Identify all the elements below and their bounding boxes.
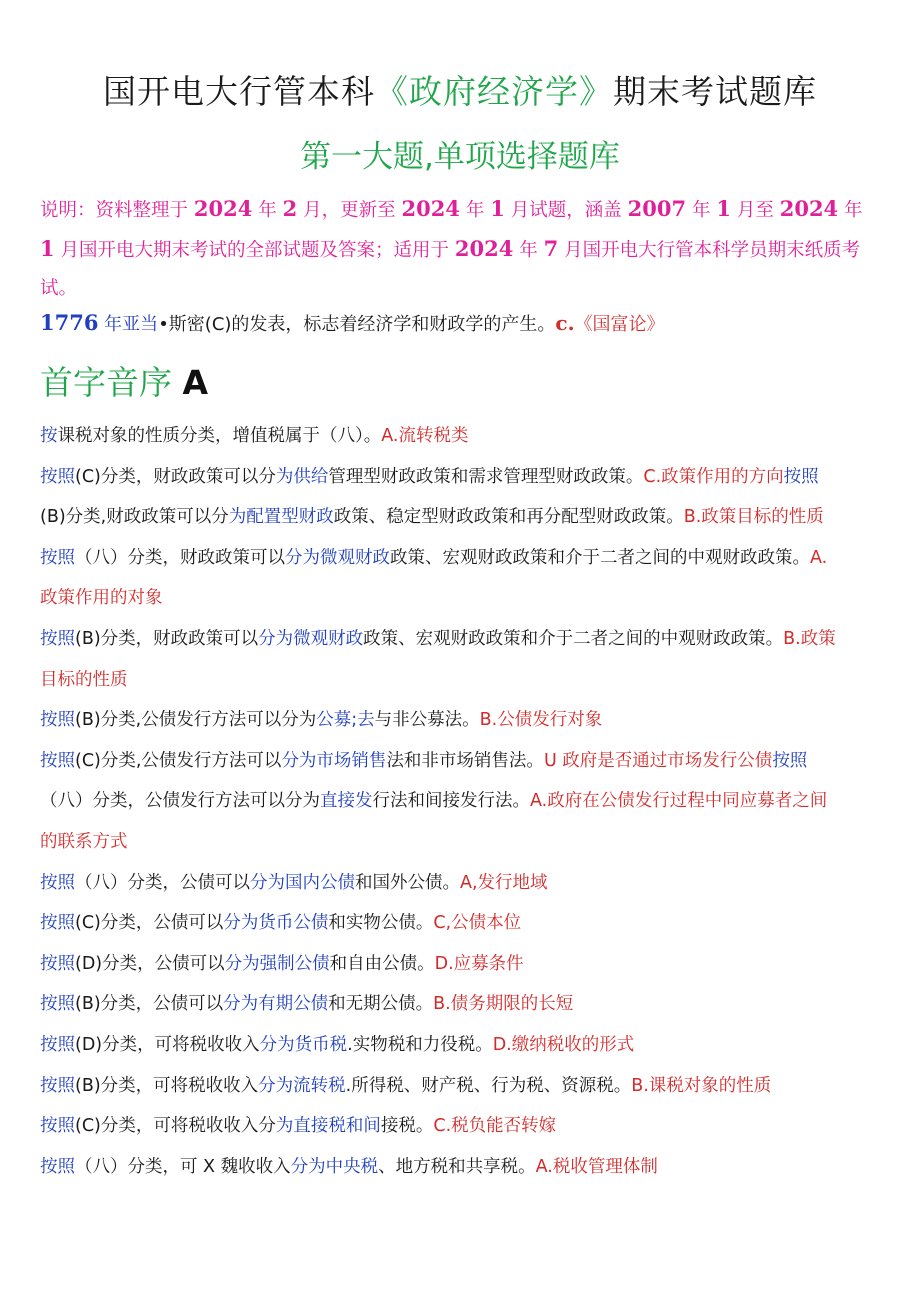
answer-text: D.缴纳税收的形式 — [492, 1034, 635, 1055]
title-part-1: 国开电大行管本科 — [103, 72, 375, 111]
keyword-text: 按照 — [40, 466, 75, 487]
keyword-text: 直接发 — [320, 791, 373, 812]
keyword-text: 分为中央税 — [290, 1156, 379, 1177]
intro-segment: c. — [555, 311, 575, 335]
answer-text: 的联系方式 — [40, 831, 128, 852]
question-line — [40, 1106, 882, 1147]
keyword-text: 分为货币公债 — [223, 913, 329, 934]
question-line — [40, 822, 882, 863]
note-number: 2024 — [779, 196, 839, 221]
note-number: 2007 — [627, 196, 687, 221]
page-title — [0, 70, 920, 114]
answer-text: B.公债发行对象 — [479, 710, 603, 731]
question-line — [40, 538, 882, 579]
question-text: (C)分类，财政政策可以分 — [75, 466, 276, 487]
note-text: 月试题，涵盖 — [504, 200, 628, 221]
question-text: (D)分类，公债可以 — [75, 953, 225, 974]
answer-text: B.政策目标的性质 — [683, 507, 824, 528]
answer-text: B.政策 — [783, 628, 836, 649]
answer-text: A. — [810, 547, 828, 568]
answer-text: C.政策作用的方向 — [643, 466, 784, 487]
question-text: (C)分类,公债发行方法可以 — [75, 750, 282, 771]
question-text: （八）分类，财政政策可以 — [75, 547, 285, 568]
note-text: 月国开电大期末考试的全部试题及答案；适用于 — [54, 240, 455, 261]
answer-text: B.债务期限的长短 — [433, 994, 574, 1015]
keyword-text: 按照 — [40, 872, 75, 893]
question-text: 和无期公债。 — [328, 994, 434, 1015]
note-text: 年 — [252, 200, 283, 221]
question-line — [40, 1147, 882, 1188]
keyword-text: 按照 — [40, 953, 75, 974]
description-note — [40, 190, 880, 308]
question-text: 法和非市场销售法。 — [386, 750, 544, 771]
question-text: 行法和间接发行法。 — [372, 791, 530, 812]
question-text: 接税。 — [380, 1116, 434, 1137]
keyword-text: 按照 — [783, 466, 819, 487]
question-line — [40, 578, 882, 619]
intro-segment: 1776 — [40, 310, 99, 335]
note-number: 2 — [282, 196, 298, 221]
answer-text: D.应募条件 — [434, 953, 524, 974]
question-text: (B)分类，财政政策可以 — [75, 628, 259, 649]
question-text: 管理型财政政策和需求管理型财政政策。 — [328, 466, 644, 487]
answer-text: B.课税对象的性质 — [631, 1075, 772, 1096]
question-text: 和实物公债。 — [328, 913, 434, 934]
note-text: 说明：资料整理于 — [40, 200, 194, 221]
answer-text: C.税负能否转嫁 — [433, 1116, 557, 1137]
note-text: 年 — [513, 240, 544, 261]
question-text: (B)分类，可将税收收入 — [75, 1075, 259, 1096]
index-heading-label: 首字音序 — [40, 363, 172, 402]
question-line — [40, 660, 882, 701]
keyword-text: 为直接税和间 — [275, 1116, 381, 1137]
keyword-text: 按照 — [40, 1034, 75, 1055]
question-line — [40, 863, 882, 904]
question-line — [40, 497, 882, 538]
question-text: (C)分类，可将税收收入分 — [75, 1116, 276, 1137]
question-text: .实物税和力役税。 — [347, 1034, 493, 1055]
keyword-text: 分为流转税 — [258, 1075, 346, 1096]
note-number: 1 — [716, 196, 731, 221]
question-line — [40, 903, 882, 944]
note-number: 1 — [40, 236, 55, 261]
question-line — [40, 741, 882, 782]
keyword-text: 按照 — [40, 994, 75, 1015]
intro-segment: •斯密(C)的发表，标志着经济学和财政学的产生。 — [158, 314, 556, 335]
keyword-text: 按照 — [40, 1116, 75, 1137]
question-text: 政策、宏观财政政策和介于二者之间的中观财政政策。 — [363, 628, 784, 649]
question-text: (D)分类，可将税收收入 — [75, 1034, 260, 1055]
answer-text: U 政府是否通过市场发行公债 — [543, 750, 773, 771]
question-text: 课税对象的性质分类，增值税属于（八）。 — [57, 426, 382, 446]
note-text: 年 — [838, 200, 863, 221]
intro-segment: 年亚当 — [98, 314, 159, 335]
note-text: 年 — [686, 200, 717, 221]
question-text: （八）分类，公债发行方法可以分为 — [40, 791, 320, 812]
question-text: (B)分类,公债发行方法可以分为 — [75, 710, 317, 731]
keyword-text: 为配置型财政 — [228, 507, 334, 528]
note-number: 2024 — [401, 196, 460, 221]
keyword-text: 按照 — [40, 628, 75, 649]
question-line — [40, 1025, 882, 1066]
note-number: 7 — [543, 236, 559, 261]
question-line — [40, 1066, 882, 1107]
keyword-text: 分为微观财政 — [285, 547, 390, 568]
keyword-text: 分为国内公债 — [250, 872, 355, 893]
intro-segment: 《国富论》 — [574, 314, 665, 335]
question-list — [40, 416, 882, 1187]
index-heading — [40, 358, 208, 408]
note-number: 2024 — [454, 236, 514, 261]
note-text: 月至 — [730, 200, 780, 221]
answer-text: A.税收管理体制 — [535, 1156, 658, 1177]
title-part-3: 期末考试题库 — [613, 72, 817, 111]
keyword-text: 按照 — [40, 1075, 75, 1096]
question-text: 政策、稳定型财政政策和再分配型财政政策。 — [333, 507, 684, 528]
note-number: 1 — [490, 196, 505, 221]
question-text: （八）分类，可 X 魏收收入 — [75, 1156, 291, 1177]
intro-line — [40, 305, 880, 343]
question-line — [40, 944, 882, 985]
answer-text: 目标的性质 — [40, 669, 128, 690]
question-text: 与非公募法。 — [374, 710, 480, 731]
question-text: (B)分类，公债可以 — [75, 994, 224, 1015]
answer-text: 政策作用的对象 — [40, 588, 163, 609]
answer-text: C,公债本位 — [433, 913, 522, 934]
keyword-text: 按照 — [40, 750, 75, 771]
note-text: 年 — [459, 200, 491, 221]
question-line — [40, 700, 882, 741]
keyword-text: 分为微观财政 — [258, 628, 364, 649]
index-letter: A — [182, 363, 209, 402]
answer-text: A.流转税类 — [381, 426, 469, 446]
keyword-text: 按 — [40, 426, 58, 446]
note-number: 2024 — [193, 196, 253, 221]
question-line — [40, 457, 882, 498]
note-text: 月，更新至 — [297, 200, 402, 221]
question-text: 和自由公债。 — [329, 953, 435, 974]
question-text: (B)分类,财政政策可以分 — [40, 507, 229, 528]
answer-text: A,发行地域 — [460, 872, 548, 893]
question-text: .所得税、财产税、行为税、资源税。 — [345, 1075, 632, 1096]
title-part-2: 《政府经济学》 — [375, 72, 613, 111]
question-text: (C)分类，公债可以 — [75, 913, 224, 934]
question-line — [40, 984, 882, 1025]
keyword-text: 分为有期公债 — [223, 994, 329, 1015]
question-text: 和国外公债。 — [355, 872, 460, 893]
question-line — [40, 619, 882, 660]
keyword-text: 分为货币税 — [259, 1034, 348, 1055]
keyword-text: 按照 — [40, 710, 75, 731]
keyword-text: 按照 — [40, 547, 75, 568]
question-text: 、地方税和共享税。 — [378, 1156, 536, 1177]
keyword-text: 按照 — [40, 913, 75, 934]
keyword-text: 为供给 — [275, 466, 329, 487]
question-line — [40, 781, 882, 822]
question-text: 政策、宏观财政政策和介于二者之间的中观财政政策。 — [390, 547, 810, 568]
keyword-text: 公募;去 — [316, 710, 375, 731]
keyword-text: 按照 — [40, 1156, 75, 1177]
question-line — [40, 416, 882, 457]
answer-text: A.政府在公债发行过程中同应募者之间 — [530, 791, 828, 812]
question-text: （八）分类，公债可以 — [75, 872, 250, 893]
note-text: 月国开电大行管本科学员期末纸质考试。 — [40, 240, 861, 299]
keyword-text: 分为市场销售 — [281, 750, 387, 771]
section-heading: 第一大题,单项选择题库 — [300, 139, 620, 175]
keyword-text: 分为强制公债 — [224, 953, 330, 974]
keyword-text: 按照 — [772, 750, 808, 771]
